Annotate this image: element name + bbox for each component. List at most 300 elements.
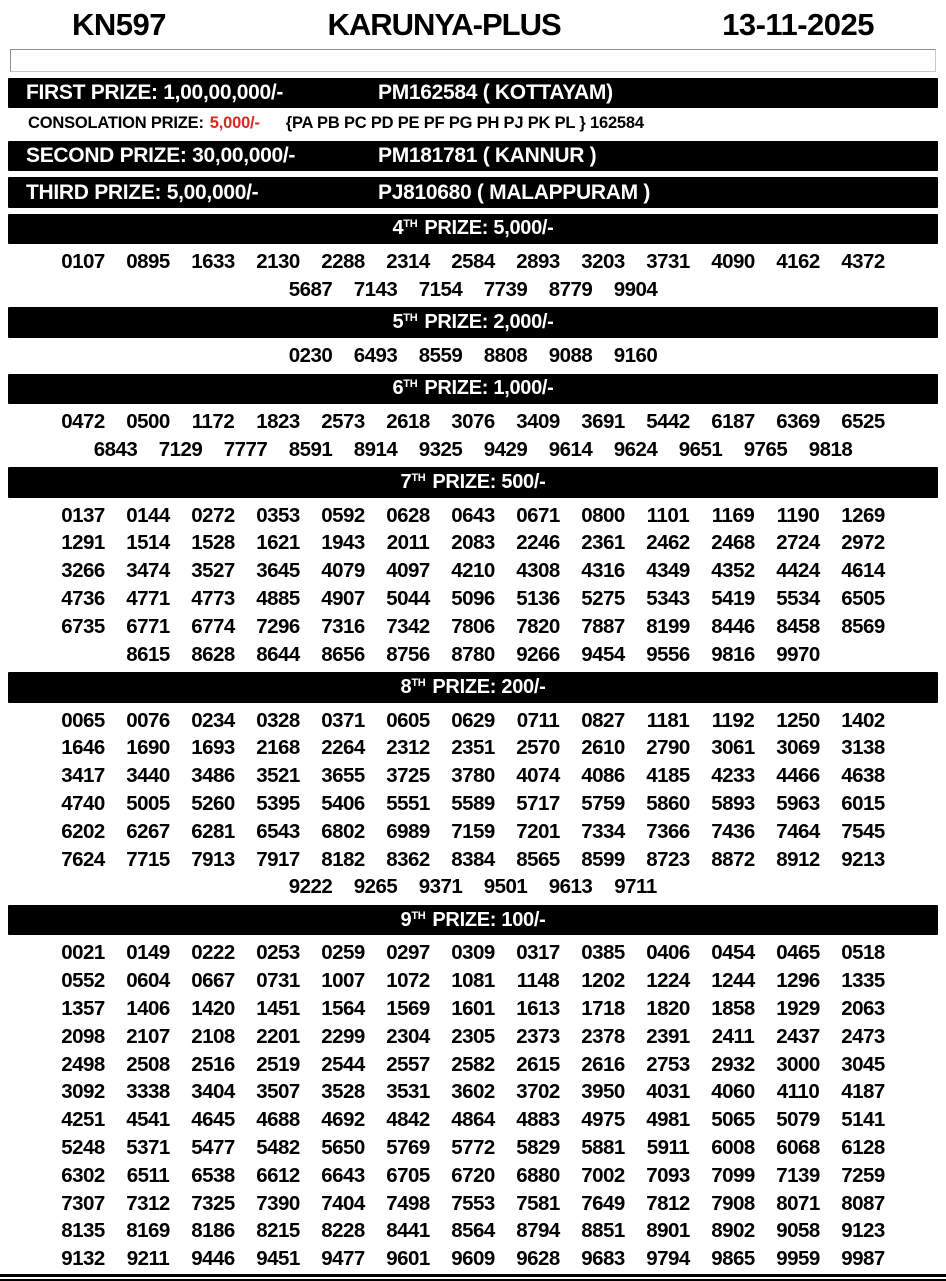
winning-number: 8851 — [581, 1219, 625, 1243]
winning-number: 9613 — [548, 875, 593, 899]
winning-number: 7806 — [451, 614, 495, 638]
winning-number: 1192 — [711, 708, 755, 732]
winning-number: 7581 — [516, 1191, 560, 1215]
section-ordinal-suffix: TH — [411, 472, 426, 484]
winning-number: 4308 — [516, 559, 560, 583]
winning-number: 4031 — [646, 1080, 690, 1104]
winning-number: 5371 — [126, 1136, 170, 1160]
winning-number: 2498 — [61, 1052, 105, 1076]
winning-number: 6369 — [776, 409, 820, 433]
blank-strip — [10, 49, 936, 72]
winning-number: 0076 — [126, 708, 170, 732]
winning-number: 8186 — [191, 1219, 235, 1243]
winning-number: 1357 — [61, 997, 105, 1021]
winning-number: 9628 — [516, 1247, 560, 1271]
winning-number: 2473 — [841, 1024, 885, 1048]
winning-number: 2753 — [646, 1052, 690, 1076]
winning-number: 0230 — [288, 343, 333, 367]
winning-numbers-grid-9th — [8, 939, 938, 1273]
winning-number: 7812 — [646, 1191, 690, 1215]
section-ordinal: 7 — [400, 471, 412, 493]
winning-number: 4060 — [711, 1080, 755, 1104]
winning-number: 2063 — [841, 997, 885, 1021]
winning-number: 6720 — [451, 1163, 495, 1187]
winning-number: 2932 — [711, 1052, 755, 1076]
winning-number: 7366 — [646, 819, 690, 843]
prize-section-header-5th — [8, 307, 938, 337]
winning-number: 6187 — [711, 409, 755, 433]
winning-number: 2373 — [516, 1024, 560, 1048]
winning-number: 8599 — [581, 847, 625, 871]
second-prize-winner: PM181781 ( KANNUR ) — [378, 144, 597, 168]
winning-number: 2011 — [386, 531, 430, 555]
prize-section-header-9th — [8, 905, 938, 935]
section-ordinal-suffix: TH — [411, 677, 426, 690]
winning-number: 2516 — [191, 1052, 235, 1076]
winning-number: 9222 — [288, 875, 333, 899]
winning-numbers-grid-8th — [8, 707, 938, 902]
winning-number: 6771 — [126, 614, 170, 638]
winning-number: 9556 — [646, 642, 690, 666]
winning-number: 3527 — [191, 559, 235, 583]
winning-number: 3950 — [581, 1080, 625, 1104]
winning-number: 4740 — [61, 792, 105, 816]
winning-number: 4864 — [451, 1108, 495, 1132]
second-prize-label: SECOND PRIZE: 30,00,000/- — [26, 144, 296, 168]
winning-number: 7159 — [451, 819, 495, 843]
winning-number: 8780 — [451, 642, 495, 666]
winning-number: 2299 — [321, 1024, 365, 1048]
winning-number: 1646 — [61, 736, 105, 760]
winning-number: 2972 — [841, 531, 885, 555]
winning-number: 9865 — [711, 1247, 755, 1271]
winning-number: 8628 — [191, 642, 235, 666]
winning-number: 5769 — [386, 1136, 430, 1160]
winning-number: 7002 — [581, 1163, 625, 1187]
winning-number: 4210 — [451, 559, 495, 583]
winning-number: 9711 — [614, 875, 657, 899]
winning-number: 8199 — [646, 614, 690, 638]
winning-number: 7129 — [158, 437, 203, 461]
winning-number: 2582 — [451, 1052, 495, 1076]
winning-number: 5419 — [711, 587, 755, 611]
winning-number: 2351 — [451, 736, 495, 760]
winning-number: 8441 — [386, 1219, 430, 1243]
winning-number: 2312 — [386, 736, 430, 760]
winning-number: 2790 — [646, 736, 690, 760]
winning-number: 1564 — [321, 997, 365, 1021]
winning-number: 0297 — [386, 941, 430, 965]
winning-number: 8779 — [548, 277, 593, 301]
consolation-amount: 5,000/- — [209, 114, 260, 133]
winning-number: 8591 — [288, 437, 333, 461]
consolation-series: {PA PB PC PD PE PF PG PH PJ PK PL } 162584 — [285, 114, 644, 133]
winning-number: 4185 — [646, 764, 690, 788]
winning-number: 6538 — [191, 1163, 235, 1187]
winning-number: 2584 — [451, 249, 495, 273]
first-prize-bar — [8, 78, 938, 108]
winning-number: 7099 — [711, 1163, 755, 1187]
winning-number: 5551 — [386, 792, 430, 816]
winning-number: 1613 — [516, 997, 560, 1021]
winning-number: 3691 — [581, 409, 625, 433]
winning-number: 3602 — [451, 1080, 495, 1104]
winning-number: 7316 — [321, 614, 365, 638]
winning-number: 7201 — [516, 819, 560, 843]
winning-number: 6643 — [321, 1163, 365, 1187]
winning-number: 5911 — [646, 1136, 690, 1160]
winning-number: 5772 — [451, 1136, 495, 1160]
winning-number: 7312 — [126, 1191, 170, 1215]
winning-number: 1072 — [386, 969, 430, 993]
section-ordinal-suffix: TH — [411, 909, 426, 922]
winning-number: 3474 — [126, 559, 170, 583]
winning-number: 0137 — [61, 503, 105, 527]
winning-number: 1690 — [126, 736, 170, 760]
winning-number: 3645 — [256, 559, 300, 583]
winning-number: 2893 — [516, 249, 560, 273]
winning-number: 2437 — [776, 1024, 820, 1048]
winning-number: 2378 — [581, 1024, 625, 1048]
winning-number: 7334 — [581, 819, 625, 843]
winning-number: 5395 — [256, 792, 300, 816]
winning-number: 1101 — [646, 503, 690, 527]
winning-number: 9088 — [548, 343, 593, 367]
winning-number: 9058 — [776, 1219, 820, 1243]
winning-number: 0021 — [61, 941, 105, 965]
winning-number: 2201 — [256, 1024, 300, 1048]
winning-number: 8644 — [256, 642, 300, 666]
winning-number: 0222 — [191, 941, 235, 965]
winning-number: 5650 — [321, 1136, 365, 1160]
winning-number: 9959 — [776, 1247, 820, 1271]
winning-number: 7404 — [321, 1191, 365, 1215]
section-ordinal: 4 — [392, 217, 404, 240]
winning-number: 4692 — [321, 1108, 365, 1132]
winning-number: 9429 — [483, 437, 528, 461]
winning-number: 6705 — [386, 1163, 430, 1187]
winning-number: 1296 — [776, 969, 820, 993]
winning-number: 1406 — [126, 997, 170, 1021]
winning-number: 3780 — [451, 764, 495, 788]
winning-number: 2557 — [386, 1052, 430, 1076]
winning-number: 8362 — [386, 847, 430, 871]
winning-number: 0253 — [256, 941, 300, 965]
winning-number: 5860 — [646, 792, 690, 816]
section-ordinal-suffix: TH — [403, 218, 418, 231]
winning-number: 5044 — [386, 587, 430, 611]
winning-number: 1250 — [776, 708, 820, 732]
winning-number: 2411 — [711, 1024, 755, 1048]
prize-section-header-6th — [8, 374, 938, 404]
winning-number: 5141 — [841, 1108, 885, 1132]
winning-number: 1172 — [191, 409, 235, 433]
bottom-double-rule — [0, 1274, 946, 1281]
winning-number: 8182 — [321, 847, 365, 871]
winning-number: 0604 — [126, 969, 170, 993]
winning-number: 3507 — [256, 1080, 300, 1104]
winning-number: 7342 — [386, 614, 430, 638]
winning-number: 1169 — [711, 503, 755, 527]
winning-number: 8564 — [451, 1219, 495, 1243]
winning-number: 0272 — [191, 503, 235, 527]
section-ordinal-suffix: TH — [403, 312, 418, 325]
winning-number: 7296 — [256, 614, 300, 638]
winning-number: 5717 — [516, 792, 560, 816]
winning-number: 7624 — [61, 847, 105, 871]
winning-number: 8656 — [321, 642, 365, 666]
winning-number: 9601 — [386, 1247, 430, 1271]
winning-number: 0149 — [126, 941, 170, 965]
winning-number: 0671 — [516, 503, 560, 527]
winning-number: 2130 — [256, 249, 300, 273]
winning-number: 1823 — [256, 409, 300, 433]
winning-number: 4771 — [126, 587, 170, 611]
winning-number: 7777 — [223, 437, 268, 461]
winning-number: 8569 — [841, 614, 885, 638]
winning-number: 3528 — [321, 1080, 365, 1104]
winning-number: 9609 — [451, 1247, 495, 1271]
winning-number: 0309 — [451, 941, 495, 965]
winning-number: 2573 — [321, 409, 365, 433]
prize-section-header-8th — [8, 672, 938, 702]
winning-number: 0800 — [581, 503, 625, 527]
winning-number: 3655 — [321, 764, 365, 788]
winning-number: 0385 — [581, 941, 625, 965]
winning-numbers-grid-5th — [8, 342, 938, 370]
winning-number: 5759 — [581, 792, 625, 816]
winning-number: 0144 — [126, 503, 170, 527]
winning-number: 0317 — [516, 941, 560, 965]
winning-number: 4233 — [711, 764, 755, 788]
winning-number: 2519 — [256, 1052, 300, 1076]
winning-number: 4883 — [516, 1108, 560, 1132]
winning-number: 1514 — [126, 531, 170, 555]
winning-number: 7498 — [386, 1191, 430, 1215]
winning-number: 9454 — [581, 642, 625, 666]
consolation-label: CONSOLATION PRIZE: — [28, 114, 204, 133]
winning-number: 5893 — [711, 792, 755, 816]
winning-number: 3069 — [776, 736, 820, 760]
winning-number: 7143 — [353, 277, 398, 301]
winning-number: 9477 — [321, 1247, 365, 1271]
winning-number: 6543 — [256, 819, 300, 843]
winning-number: 1269 — [841, 503, 885, 527]
winning-number: 0605 — [386, 708, 430, 732]
winning-number: 0065 — [61, 708, 105, 732]
winning-number: 7820 — [516, 614, 560, 638]
section-title: PRIZE: 2,000/- — [424, 311, 554, 334]
winning-number: 6267 — [126, 819, 170, 843]
winning-number: 1943 — [321, 531, 365, 555]
winning-number: 4316 — [581, 559, 625, 583]
winning-number: 7887 — [581, 614, 625, 638]
winning-number: 6128 — [841, 1136, 885, 1160]
prize-section-header-4th — [8, 214, 938, 244]
winning-number: 8458 — [776, 614, 820, 638]
winning-number: 4645 — [191, 1108, 235, 1132]
winning-number: 1820 — [646, 997, 690, 1021]
winning-number: 8215 — [256, 1219, 300, 1243]
winning-number: 1718 — [581, 997, 625, 1021]
prize-section-header-7th — [8, 467, 938, 497]
winning-number: 0353 — [256, 503, 300, 527]
winning-number: 1291 — [61, 531, 105, 555]
winning-number: 3531 — [386, 1080, 430, 1104]
winning-number: 2264 — [321, 736, 365, 760]
winning-number: 1007 — [321, 969, 365, 993]
winning-number: 1528 — [191, 531, 235, 555]
winning-number: 5477 — [191, 1136, 235, 1160]
winning-number: 2610 — [581, 736, 625, 760]
winning-number: 4638 — [841, 764, 885, 788]
winning-number: 0259 — [321, 941, 365, 965]
winning-number: 8565 — [516, 847, 560, 871]
section-title: PRIZE: 100/- — [432, 908, 546, 931]
third-prize-bar — [8, 177, 938, 207]
section-ordinal: 9 — [400, 908, 412, 931]
winning-number: 4773 — [191, 587, 235, 611]
winning-number: 2724 — [776, 531, 820, 555]
winning-number: 0628 — [386, 503, 430, 527]
winning-number: 9614 — [548, 437, 593, 461]
winning-number: 9132 — [61, 1247, 105, 1271]
winning-number: 8135 — [61, 1219, 105, 1243]
winning-number: 4466 — [776, 764, 820, 788]
section-title: PRIZE: 500/- — [432, 471, 546, 493]
winning-number: 7913 — [191, 847, 235, 871]
winning-number: 2083 — [451, 531, 495, 555]
winning-number: 7464 — [776, 819, 820, 843]
winning-number: 8384 — [451, 847, 495, 871]
winning-number: 1335 — [841, 969, 885, 993]
winning-number: 6202 — [61, 819, 105, 843]
winning-number: 4885 — [256, 587, 300, 611]
winning-number: 2361 — [581, 531, 625, 555]
winning-number: 3092 — [61, 1080, 105, 1104]
section-ordinal: 8 — [400, 676, 412, 699]
page-header — [0, 0, 946, 47]
winning-number: 6511 — [126, 1163, 170, 1187]
winning-number: 6989 — [386, 819, 430, 843]
winning-number: 3404 — [191, 1080, 235, 1104]
winning-number: 5534 — [776, 587, 820, 611]
winning-number: 3000 — [776, 1052, 820, 1076]
winning-number: 9624 — [613, 437, 658, 461]
winning-number: 2108 — [191, 1024, 235, 1048]
winning-number: 7436 — [711, 819, 755, 843]
winning-number: 8723 — [646, 847, 690, 871]
winning-number: 1244 — [711, 969, 755, 993]
winning-number: 5275 — [581, 587, 625, 611]
winning-number: 9816 — [711, 642, 755, 666]
winning-number: 0667 — [191, 969, 235, 993]
winning-number: 2391 — [646, 1024, 690, 1048]
winning-number: 2616 — [581, 1052, 625, 1076]
winning-number: 8071 — [776, 1191, 820, 1215]
winning-number: 7259 — [841, 1163, 885, 1187]
winning-number: 6880 — [516, 1163, 560, 1187]
winning-number: 0500 — [126, 409, 170, 433]
winning-number: 4981 — [646, 1108, 690, 1132]
winning-number: 4424 — [776, 559, 820, 583]
winning-number: 4110 — [776, 1080, 820, 1104]
section-ordinal: 6 — [392, 377, 404, 400]
winning-number: 1190 — [776, 503, 820, 527]
winning-number: 6493 — [353, 343, 398, 367]
winning-number: 1693 — [191, 736, 235, 760]
winning-number: 3417 — [61, 764, 105, 788]
winning-number: 5136 — [516, 587, 560, 611]
winning-number: 1633 — [191, 249, 235, 273]
winning-number: 2570 — [516, 736, 560, 760]
winning-number: 2615 — [516, 1052, 560, 1076]
winning-number: 2544 — [321, 1052, 365, 1076]
winning-numbers-grid-6th — [8, 408, 938, 464]
winning-number: 7390 — [256, 1191, 300, 1215]
winning-number: 5589 — [451, 792, 495, 816]
winning-number: 5065 — [711, 1108, 755, 1132]
winning-number: 0465 — [776, 941, 820, 965]
winning-number: 5079 — [776, 1108, 820, 1132]
winning-number: 5482 — [256, 1136, 300, 1160]
winning-number: 8872 — [711, 847, 755, 871]
winning-number: 1402 — [841, 708, 885, 732]
winning-number: 5963 — [776, 792, 820, 816]
third-prize-label: THIRD PRIZE: 5,00,000/- — [26, 180, 259, 204]
winning-number: 1601 — [451, 997, 495, 1021]
winning-number: 6281 — [191, 819, 235, 843]
winning-number: 6735 — [61, 614, 105, 638]
section-ordinal-suffix: TH — [403, 378, 418, 391]
winning-number: 1929 — [776, 997, 820, 1021]
winning-number: 7325 — [191, 1191, 235, 1215]
section-ordinal: 5 — [392, 311, 404, 334]
winning-number: 4074 — [516, 764, 560, 788]
winning-number: 4097 — [386, 559, 430, 583]
winning-number: 4688 — [256, 1108, 300, 1132]
winning-number: 2304 — [386, 1024, 430, 1048]
winning-number: 8615 — [126, 642, 170, 666]
draw-date: 13-11-2025 — [722, 7, 874, 42]
winning-number: 7908 — [711, 1191, 755, 1215]
winning-number: 2468 — [711, 531, 755, 555]
winning-number: 1858 — [711, 997, 755, 1021]
winning-number: 0472 — [61, 409, 105, 433]
winning-number: 0328 — [256, 708, 300, 732]
winning-number: 7545 — [841, 819, 885, 843]
winning-number: 7739 — [483, 277, 528, 301]
winning-number: 4187 — [841, 1080, 885, 1104]
winning-number: 3266 — [61, 559, 105, 583]
page-title: KARUNYA-PLUS — [327, 7, 561, 42]
winning-number: 1181 — [646, 708, 690, 732]
winning-number: 4079 — [321, 559, 365, 583]
winning-number: 8912 — [776, 847, 820, 871]
section-title: PRIZE: 1,000/- — [424, 377, 554, 400]
winning-number: 0234 — [191, 708, 235, 732]
winning-number: 9651 — [678, 437, 723, 461]
winning-number: 6525 — [841, 409, 885, 433]
winning-number: 1081 — [451, 969, 495, 993]
winning-number: 9904 — [613, 277, 658, 301]
first-prize-label: FIRST PRIZE: 1,00,00,000/- — [26, 80, 284, 104]
winning-number: 4162 — [776, 249, 820, 273]
winning-number: 5343 — [646, 587, 690, 611]
second-prize-bar — [8, 141, 938, 171]
winning-number: 1148 — [516, 969, 560, 993]
third-prize-winner: PJ810680 ( MALAPPURAM ) — [378, 180, 651, 204]
